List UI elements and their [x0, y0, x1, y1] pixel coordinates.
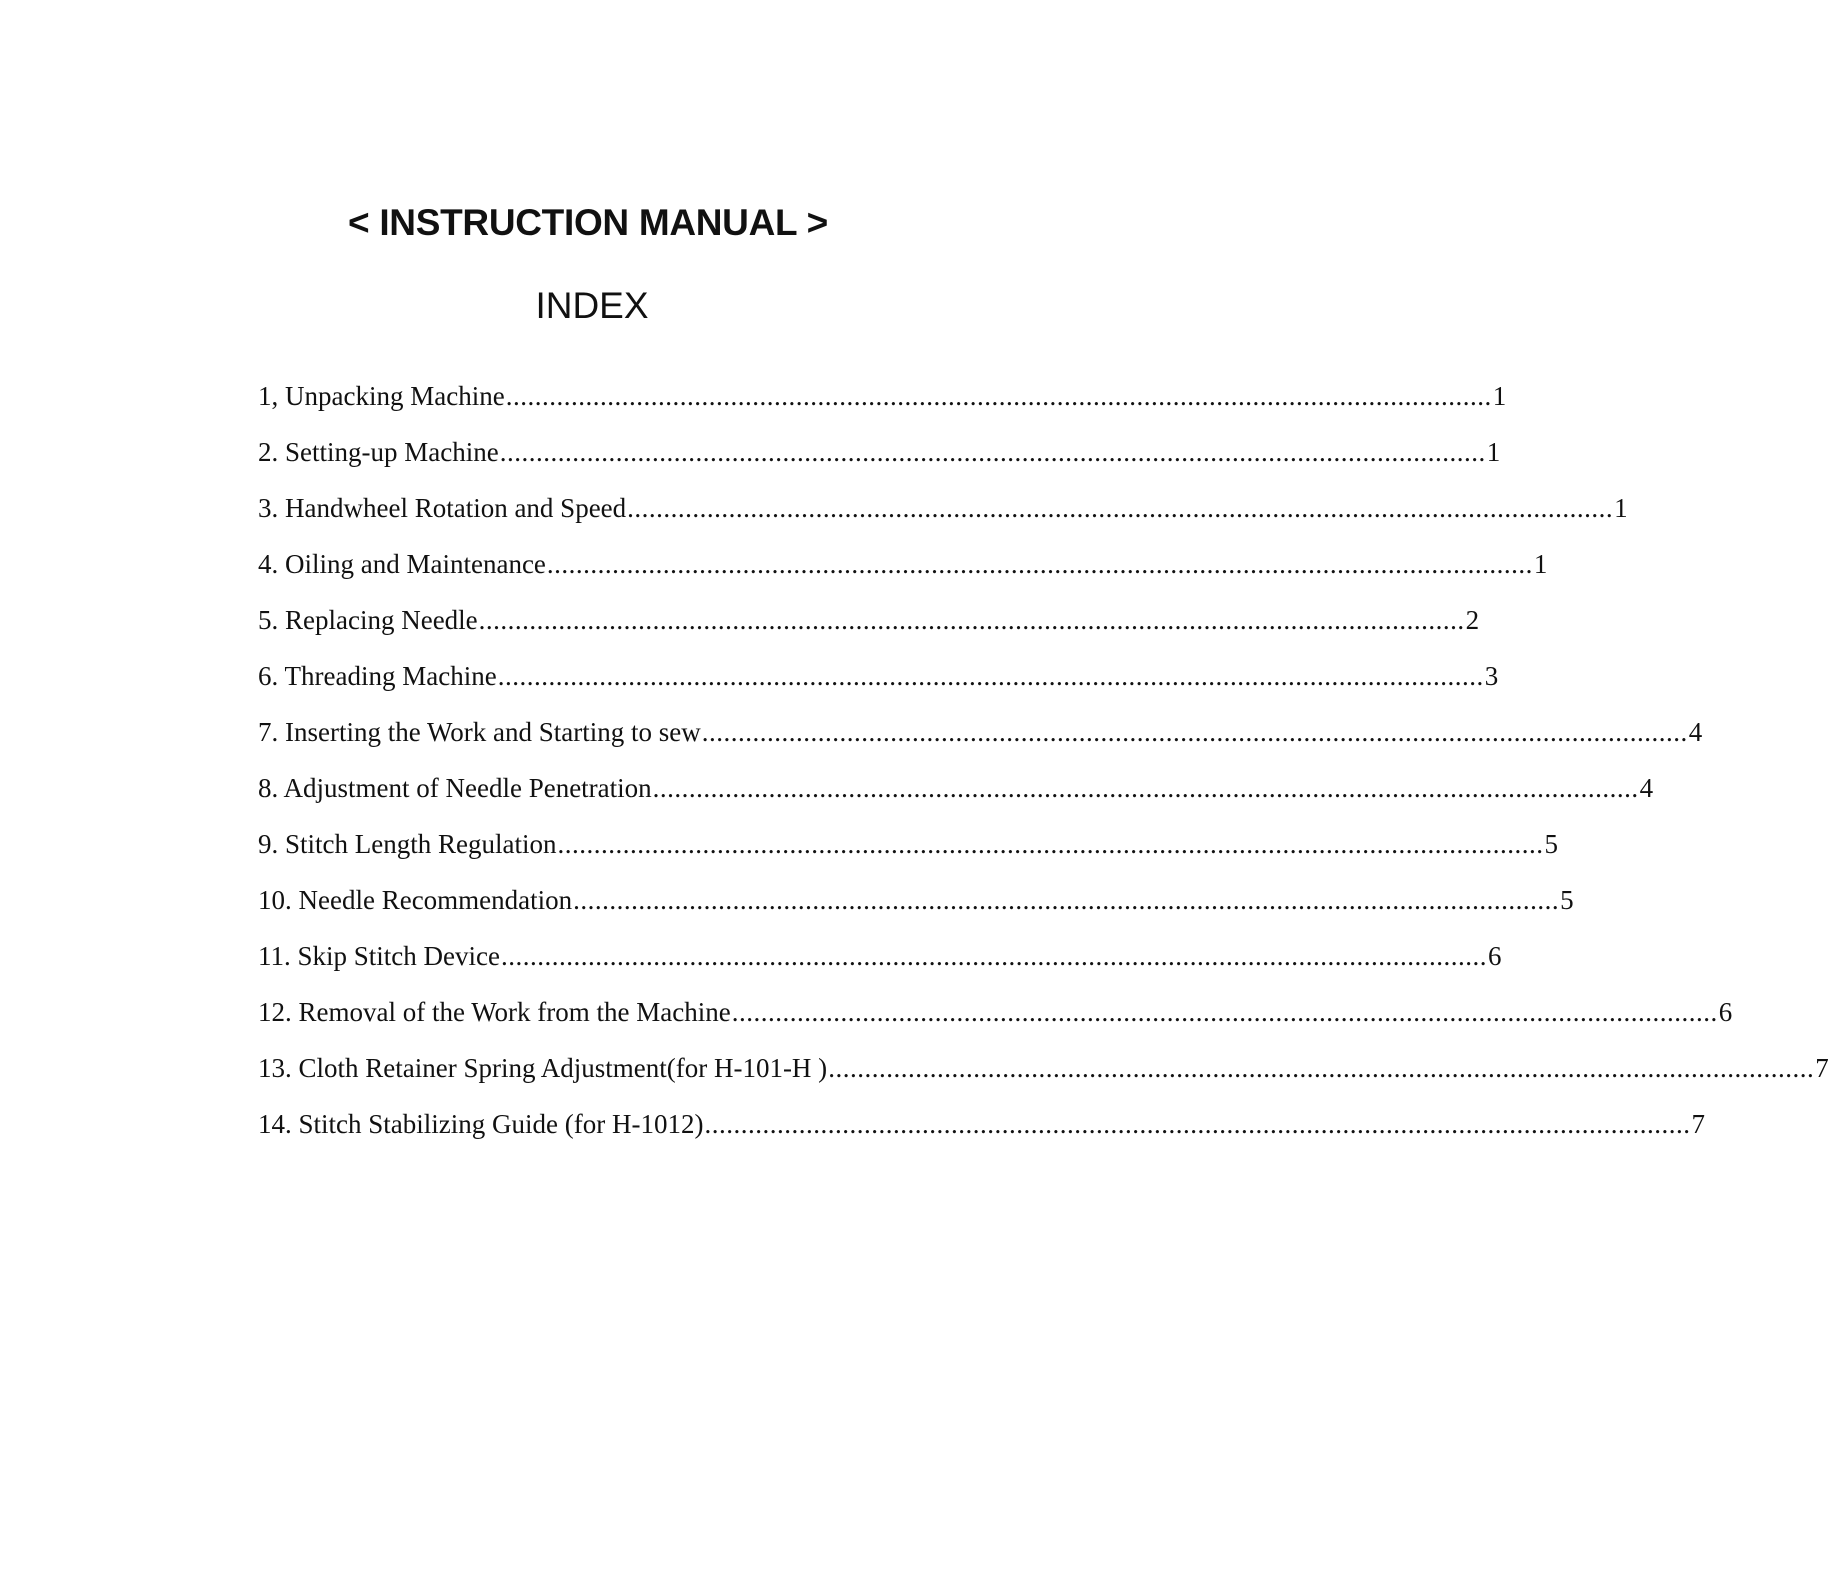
toc-entry [258, 1102, 1705, 1158]
toc-entry-label: 12. Removal of the Work from the Machine [258, 997, 731, 1027]
toc-entry [258, 766, 1654, 822]
toc-entry-page: 1 [1614, 493, 1628, 523]
toc-entry-page: 5 [1544, 829, 1558, 859]
toc-entry-page: 6 [1718, 997, 1733, 1027]
toc-entry [258, 710, 1703, 766]
toc-entry-page: 4 [1688, 717, 1703, 747]
toc-entry-label: 14. Stitch Stabilizing Guide (for H-1012) [258, 1109, 704, 1139]
toc-entry-label: 5. Replacing Needle [258, 605, 478, 635]
toc-entry-page: 2 [1465, 605, 1480, 635]
index-heading: INDEX [535, 285, 649, 326]
toc-dot-leader: ........................................................................................................................................ [573, 885, 1560, 915]
toc-entry-label: 1, Unpacking Machine [258, 381, 505, 411]
toc-entry [258, 598, 1480, 654]
toc-entry [258, 822, 1558, 878]
toc-entry-page: 3 [1484, 661, 1499, 691]
table-of-contents [258, 374, 1829, 1158]
toc-entry-label: 13. Cloth Retainer Spring Adjustment(for H-101-H ) [258, 1053, 828, 1083]
toc-entry [258, 934, 1502, 990]
toc-dot-leader: ........................................................................................................................................ [627, 493, 1614, 523]
toc-dot-leader: ........................................................................................................................................ [505, 381, 1492, 411]
toc-entry-page: 1 [1486, 437, 1501, 467]
toc-entry [258, 654, 1499, 710]
toc-dot-leader: ........................................................................................................................................ [500, 941, 1487, 971]
toc-entry [258, 990, 1733, 1046]
toc-entry [258, 878, 1574, 934]
toc-dot-leader: ........................................................................................................................................ [731, 997, 1718, 1027]
toc-entry-label: 10. Needle Recommendation [258, 885, 573, 915]
toc-entry-label: 6. Threading Machine [258, 661, 497, 691]
toc-dot-leader: ........................................................................................................................................ [701, 717, 1688, 747]
toc-entry [258, 430, 1501, 486]
toc-entry-label: 4. Oiling and Maintenance [258, 549, 546, 579]
toc-entry-label: 7. Inserting the Work and Starting to sew [258, 717, 701, 747]
toc-dot-leader: ........................................................................................................................................ [828, 1053, 1815, 1083]
toc-entry-label: 11. Skip Stitch Device [258, 941, 500, 971]
toc-entry-page: 1 [1492, 381, 1507, 411]
toc-entry-page: 4 [1639, 773, 1654, 803]
toc-dot-leader: ........................................................................................................................................ [652, 773, 1639, 803]
toc-entry [258, 542, 1548, 598]
toc-entry [258, 486, 1628, 542]
toc-entry-label: 2. Setting-up Machine [258, 437, 499, 467]
toc-dot-leader: ........................................................................................................................................ [557, 829, 1544, 859]
toc-dot-leader: ........................................................................................................................................ [497, 661, 1484, 691]
toc-dot-leader: ........................................................................................................................................ [478, 605, 1465, 635]
toc-entry-label: 3. Handwheel Rotation and Speed [258, 493, 627, 523]
toc-entry-page: 1 [1533, 549, 1548, 579]
toc-entry-label: 9. Stitch Length Regulation [258, 829, 557, 859]
toc-entry [258, 374, 1507, 430]
toc-dot-leader: ........................................................................................................................................ [546, 549, 1533, 579]
toc-dot-leader: ........................................................................................................................................ [499, 437, 1486, 467]
toc-dot-leader: ........................................................................................................................................ [704, 1109, 1691, 1139]
toc-entry [258, 1046, 1829, 1102]
manual-title: < INSTRUCTION MANUAL > [348, 202, 828, 243]
toc-entry-page: 7 [1815, 1053, 1829, 1083]
toc-entry-page: 6 [1487, 941, 1502, 971]
toc-entry-page: 7 [1691, 1109, 1705, 1139]
toc-entry-page: 5 [1560, 885, 1574, 915]
toc-entry-label: 8. Adjustment of Needle Penetration [258, 773, 652, 803]
